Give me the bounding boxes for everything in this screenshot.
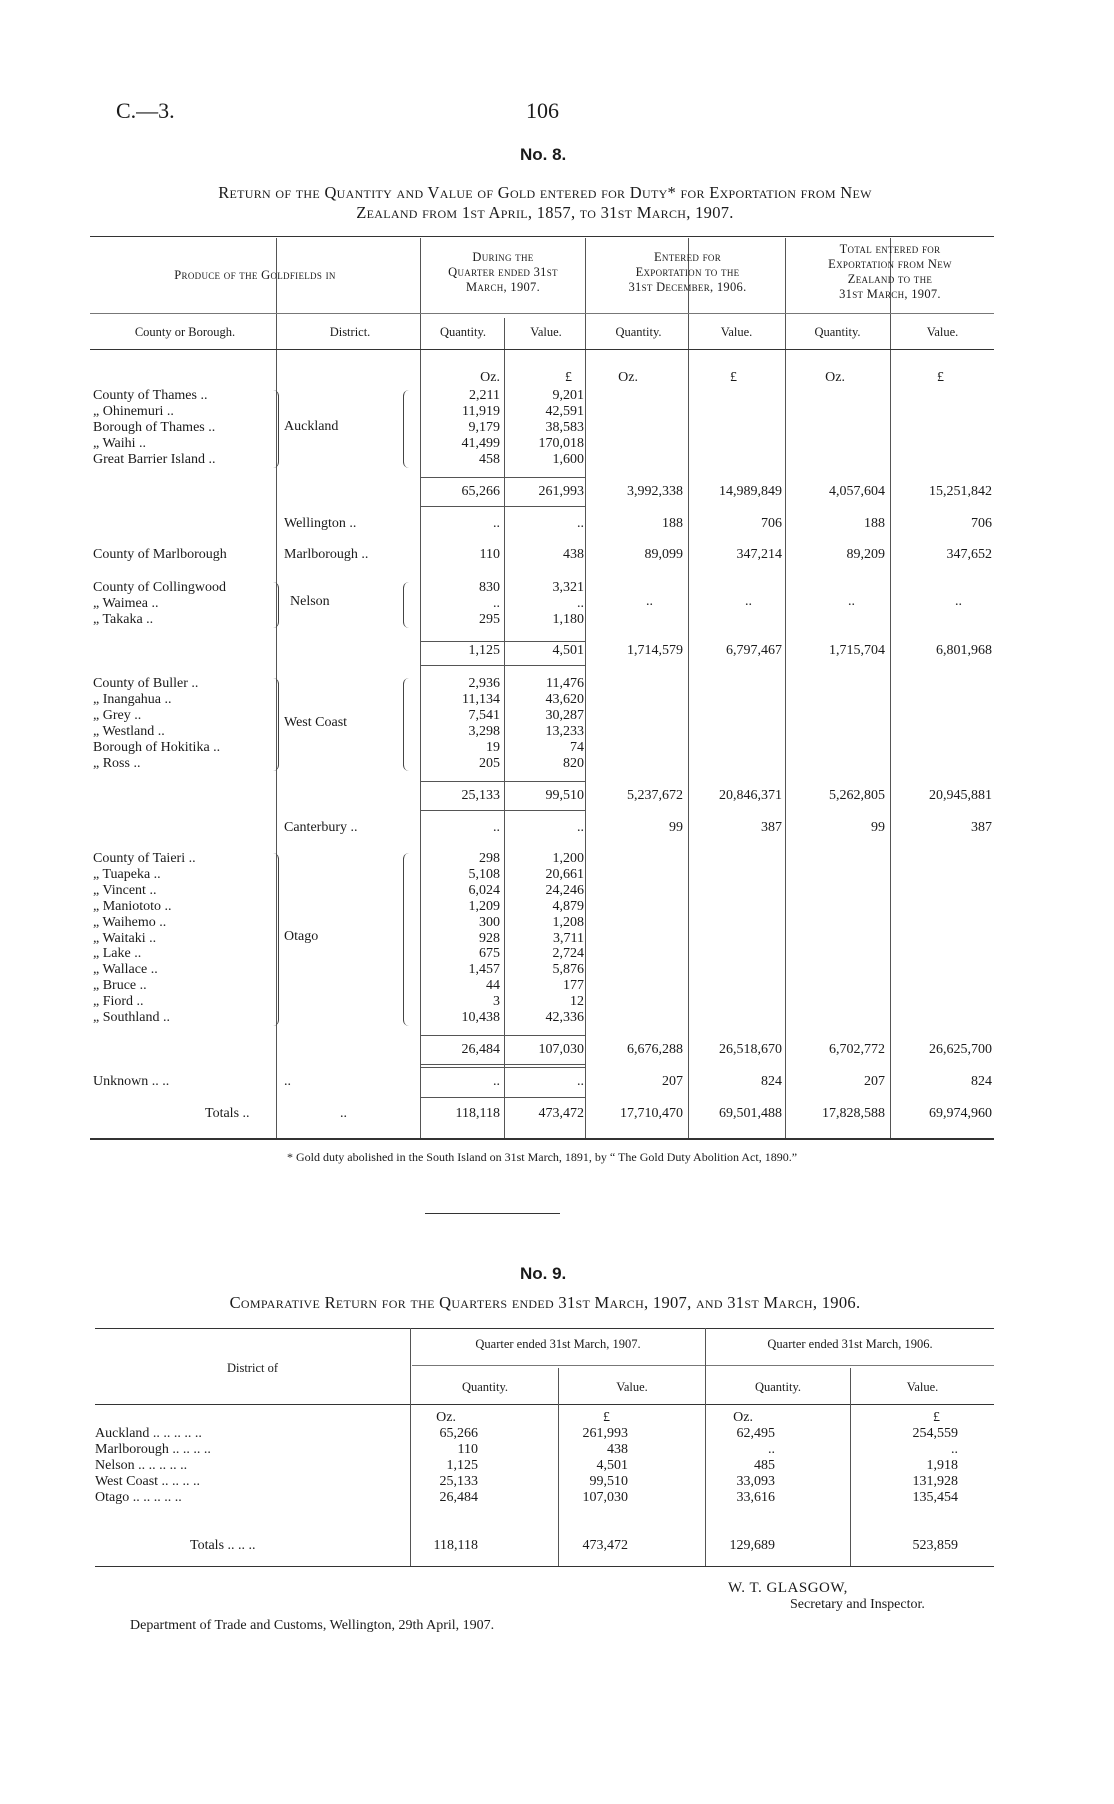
page-number: 106 bbox=[526, 98, 559, 123]
quarter-quantity: .. bbox=[493, 595, 500, 611]
total-value: 118,118 bbox=[433, 1538, 478, 1553]
colhdr-county: County or Borough. bbox=[134, 325, 236, 339]
quarter-quantity: 458 bbox=[479, 451, 500, 467]
quarter-quantity: 830 bbox=[479, 580, 500, 595]
county-brace bbox=[272, 390, 279, 468]
quarter-value: 4,879 bbox=[552, 898, 584, 914]
header-entered-l2: Exportation to the bbox=[635, 265, 740, 279]
signature-name: W. T. GLASGOW, bbox=[728, 1580, 848, 1596]
row-value: .. bbox=[745, 594, 752, 609]
header-total-l3: Zealand to the bbox=[847, 272, 933, 286]
subtotal-rule bbox=[420, 641, 585, 642]
t9-colhdr-q1906: Quarter ended 31st March, 1906. bbox=[767, 1337, 933, 1351]
quarter-quantity: 295 bbox=[479, 611, 500, 627]
county-name: „ Waihi .. bbox=[93, 435, 147, 451]
quarter-value: 1,208 bbox=[552, 914, 584, 930]
subtotal-value: 26,484 bbox=[461, 1042, 500, 1057]
quarter-quantity: 675 bbox=[479, 946, 500, 962]
district-name: Auckland .. .. .. .. .. bbox=[95, 1426, 202, 1441]
quarter-value: .. bbox=[768, 1441, 775, 1457]
quarter-quantity: 10,438 bbox=[461, 1010, 500, 1025]
quarter-quantity: 2,936 bbox=[468, 676, 500, 691]
header-total-l2: Exportation from New bbox=[828, 257, 952, 271]
department-line: Department of Trade and Customs, Wellington, 29th April, 1907. bbox=[130, 1618, 495, 1633]
quarter-value: 107,030 bbox=[582, 1489, 628, 1505]
quarter-value: 30,287 bbox=[545, 707, 584, 723]
colhdr-qty-quarter: Quantity. bbox=[439, 325, 487, 339]
county-name: „ Wallace .. bbox=[93, 962, 158, 978]
quarter-value: 485 bbox=[754, 1457, 775, 1473]
district-name: Otago bbox=[284, 929, 319, 945]
value-brace bbox=[403, 853, 410, 1026]
unknown-rule-below bbox=[420, 1097, 585, 1098]
subtotal-rule-below bbox=[420, 506, 585, 507]
table9-bottom-rule bbox=[95, 1566, 994, 1567]
subtotal-value: 14,989,849 bbox=[719, 484, 782, 499]
quarter-value: 254,559 bbox=[912, 1426, 958, 1441]
row-value: .. bbox=[646, 594, 653, 609]
county-name: County of Taieri .. bbox=[93, 851, 196, 866]
row-value: 99 bbox=[669, 820, 683, 835]
quarter-value: 1,125 bbox=[446, 1457, 478, 1473]
row-value: 438 bbox=[563, 547, 584, 562]
row-value: 387 bbox=[971, 820, 992, 835]
subtotal-value: 6,797,467 bbox=[726, 643, 782, 658]
unit-oz: Oz. bbox=[825, 370, 845, 385]
value-brace bbox=[403, 678, 410, 771]
unit-oz: Oz. bbox=[480, 370, 500, 385]
footnote: * Gold duty abolished in the South Island on 31st March, 1891, by “ The Gold Duty Abolition Act, 1890.” bbox=[286, 1150, 798, 1164]
subtotal-value: 1,125 bbox=[468, 643, 500, 658]
value-brace bbox=[403, 582, 410, 628]
subtotal-value: 20,945,881 bbox=[929, 788, 992, 803]
unit-label: £ bbox=[933, 1410, 940, 1425]
district-name: Marlborough .. .. .. .. bbox=[95, 1441, 211, 1457]
table8-top-rule bbox=[90, 236, 994, 237]
total-value: 118,118 bbox=[455, 1106, 500, 1121]
subtotal-value: 26,518,670 bbox=[719, 1042, 782, 1057]
quarter-value: 26,484 bbox=[439, 1489, 478, 1505]
row-value: .. bbox=[493, 516, 500, 531]
district-name: Auckland bbox=[284, 418, 339, 434]
total-value: 69,501,488 bbox=[719, 1106, 782, 1121]
table8-title-line2 bbox=[95, 203, 995, 223]
county-name: „ Ohinemuri .. bbox=[93, 403, 174, 419]
quarter-value: 20,661 bbox=[545, 866, 584, 882]
row-value: .. bbox=[493, 820, 500, 835]
county-name: „ Southland .. bbox=[93, 1010, 170, 1025]
row-value: 188 bbox=[864, 516, 885, 531]
table9-title bbox=[95, 1293, 995, 1313]
district-name: .. bbox=[340, 1106, 347, 1121]
quarter-quantity: 9,179 bbox=[468, 419, 500, 435]
table8-title-text1: Return of the Quantity and Value of Gold entered for Duty* for Exportation from New bbox=[218, 183, 872, 202]
quarter-value: 438 bbox=[607, 1441, 628, 1457]
table9-title-text: Comparative Return for the Quarters ended 31st March, 1907, and 31st March, 1906. bbox=[229, 1293, 861, 1312]
quarter-quantity: 6,024 bbox=[468, 882, 500, 898]
colhdr-district: District. bbox=[329, 325, 371, 339]
county-name: County of Buller .. bbox=[93, 676, 199, 691]
quarter-quantity: 298 bbox=[479, 851, 500, 866]
subtotal-value: 3,992,338 bbox=[627, 484, 683, 499]
quarter-quantity: 1,209 bbox=[468, 898, 500, 914]
total-value: 17,828,588 bbox=[822, 1106, 885, 1121]
totals-label: Totals .. .. .. bbox=[190, 1538, 256, 1553]
district-name: .. bbox=[284, 1074, 291, 1089]
subtotal-value: 65,266 bbox=[461, 484, 500, 499]
quarter-value: 9,201 bbox=[552, 388, 584, 403]
unit-label: Oz. bbox=[733, 1410, 753, 1425]
t9-colhdr-val1907: Value. bbox=[616, 1380, 648, 1394]
row-value: 110 bbox=[479, 547, 500, 562]
quarter-quantity: 1,457 bbox=[468, 962, 500, 978]
county-name: „ Tuapeka .. bbox=[93, 866, 161, 882]
quarter-value: 261,993 bbox=[582, 1426, 628, 1441]
unit-label: £ bbox=[603, 1410, 610, 1425]
header-total-l4: 31st March, 1907. bbox=[839, 287, 941, 301]
header-quarter bbox=[418, 250, 588, 295]
quarter-value: 135,454 bbox=[912, 1489, 958, 1505]
quarter-quantity: 11,134 bbox=[462, 691, 500, 707]
county-name: Unknown .. .. bbox=[93, 1074, 170, 1089]
header-quarter-l3: March, 1907. bbox=[465, 280, 541, 294]
subtotal-rule-below bbox=[420, 665, 585, 666]
quarter-value: 74 bbox=[570, 739, 584, 755]
row-value: .. bbox=[848, 594, 855, 609]
quarter-value: 3,321 bbox=[552, 580, 584, 595]
unit-oz: Oz. bbox=[618, 370, 638, 385]
table8-header-rule2 bbox=[90, 349, 994, 350]
header-quarter-l2: Quarter ended 31st bbox=[448, 265, 558, 279]
county-brace bbox=[272, 853, 279, 1026]
page-reference: C.—3. bbox=[116, 98, 175, 123]
quarter-quantity: 44 bbox=[486, 978, 500, 994]
county-name: Borough of Hokitika .. bbox=[93, 739, 221, 755]
county-name: „ Inangahua .. bbox=[93, 691, 172, 707]
row-value: 347,214 bbox=[736, 547, 782, 562]
county-name: Borough of Thames .. bbox=[93, 419, 216, 435]
totals-label: Totals .. bbox=[205, 1106, 250, 1121]
quarter-value: 820 bbox=[563, 755, 584, 771]
county-name: County of Collingwood bbox=[93, 580, 227, 595]
unit-label: Oz. bbox=[436, 1410, 456, 1425]
t9-colhdr-district: District of bbox=[226, 1361, 279, 1375]
row-value: 824 bbox=[761, 1074, 782, 1089]
unit-pound: £ bbox=[565, 370, 572, 385]
quarter-value: 1,918 bbox=[926, 1457, 958, 1473]
quarter-value: 1,600 bbox=[552, 451, 584, 467]
district-name: Nelson .. .. .. .. .. bbox=[95, 1457, 188, 1473]
subtotal-value: 5,262,805 bbox=[829, 788, 885, 803]
table8-number: No. 8. bbox=[520, 145, 567, 164]
county-name: County of Thames .. bbox=[93, 388, 208, 403]
quarter-value: 12 bbox=[570, 994, 584, 1010]
district-name: Marlborough .. bbox=[284, 547, 369, 562]
quarter-value: 5,876 bbox=[552, 962, 584, 978]
separator-rule bbox=[425, 1213, 560, 1214]
quarter-quantity: 2,211 bbox=[469, 388, 500, 403]
subtotal-value: 15,251,842 bbox=[929, 484, 992, 499]
county-name: „ Fiord .. bbox=[93, 994, 144, 1010]
county-name: „ Vincent .. bbox=[93, 882, 157, 898]
quarter-value: 4,501 bbox=[596, 1457, 628, 1473]
table8-title-text2: Zealand from 1st April, 1857, to 31st March, 1907. bbox=[356, 203, 734, 222]
quarter-quantity: 7,541 bbox=[468, 707, 500, 723]
county-name: „ Ross .. bbox=[93, 755, 141, 771]
subtotal-value: 6,702,772 bbox=[829, 1042, 885, 1057]
quarter-quantity: 205 bbox=[479, 755, 500, 771]
subtotal-value: 20,846,371 bbox=[719, 788, 782, 803]
row-value: .. bbox=[493, 1074, 500, 1089]
table9-header-rule bbox=[95, 1404, 994, 1405]
row-value: 824 bbox=[971, 1074, 992, 1089]
table8-bottom-rule bbox=[90, 1138, 994, 1140]
header-entered-l1: Entered for bbox=[653, 250, 722, 264]
quarter-value: 38,583 bbox=[545, 419, 584, 435]
colhdr-val-quarter: Value. bbox=[530, 325, 562, 339]
total-value: 129,689 bbox=[729, 1538, 775, 1553]
total-value: 17,710,470 bbox=[620, 1106, 683, 1121]
quarter-value: 3,711 bbox=[553, 930, 584, 946]
unknown-rule-above bbox=[420, 1067, 585, 1068]
subtotal-value: 26,625,700 bbox=[929, 1042, 992, 1057]
signature-title: Secretary and Inspector. bbox=[790, 1597, 925, 1612]
county-name: „ Waimea .. bbox=[93, 595, 159, 611]
row-value: 706 bbox=[761, 516, 782, 531]
quarter-value: 24,246 bbox=[545, 882, 584, 898]
total-value: 473,472 bbox=[582, 1538, 628, 1553]
subtotal-value: 107,030 bbox=[538, 1042, 584, 1057]
row-value: 387 bbox=[761, 820, 782, 835]
row-value: .. bbox=[577, 516, 584, 531]
row-value: 207 bbox=[662, 1074, 683, 1089]
value-brace bbox=[403, 390, 410, 468]
colhdr-qty-entered: Quantity. bbox=[615, 325, 662, 339]
subtotal-rule bbox=[420, 1035, 585, 1036]
quarter-quantity: 3,298 bbox=[468, 723, 500, 739]
colhdr-val-entered: Value. bbox=[720, 325, 753, 339]
t9-colhdr-q1907: Quarter ended 31st March, 1907. bbox=[475, 1337, 641, 1351]
quarter-value: 177 bbox=[563, 978, 584, 994]
subtotal-value: 6,676,288 bbox=[627, 1042, 683, 1057]
quarter-value: 170,018 bbox=[538, 435, 584, 451]
quarter-quantity: 41,499 bbox=[461, 435, 500, 451]
quarter-value: 62,495 bbox=[736, 1426, 775, 1441]
row-value: 207 bbox=[864, 1074, 885, 1089]
header-produce: Produce of the Goldfields in bbox=[174, 268, 336, 282]
row-value: 188 bbox=[662, 516, 683, 531]
subtotal-rule bbox=[420, 477, 585, 478]
quarter-value: 2,724 bbox=[552, 946, 584, 962]
subtotal-rule bbox=[420, 781, 585, 782]
quarter-value: 99,510 bbox=[589, 1473, 628, 1489]
header-total-l1: Total entered for bbox=[839, 242, 941, 256]
unit-pound: £ bbox=[730, 370, 737, 385]
table9-mid-rule bbox=[412, 1365, 994, 1366]
county-brace bbox=[272, 678, 279, 771]
county-name: „ Waihemo .. bbox=[93, 914, 167, 930]
table8-header-rule1 bbox=[90, 313, 994, 314]
quarter-value: 110 bbox=[457, 1441, 478, 1457]
county-brace bbox=[272, 582, 279, 628]
quarter-value: 42,336 bbox=[545, 1010, 584, 1025]
row-value: .. bbox=[955, 594, 962, 609]
county-name: County of Marlborough bbox=[93, 547, 227, 562]
quarter-value: 33,093 bbox=[736, 1473, 775, 1489]
subtotal-value: 4,501 bbox=[552, 643, 584, 658]
county-name: „ Bruce .. bbox=[93, 978, 147, 994]
county-name: „ Westland .. bbox=[93, 723, 165, 739]
subtotal-rule-below bbox=[420, 1064, 585, 1065]
subtotal-value: 1,714,579 bbox=[627, 643, 683, 658]
county-name: „ Waitaki .. bbox=[93, 930, 157, 946]
subtotal-value: 5,237,672 bbox=[627, 788, 683, 803]
quarter-value: .. bbox=[577, 595, 584, 611]
quarter-value: 1,200 bbox=[552, 851, 584, 866]
quarter-value: 65,266 bbox=[439, 1426, 478, 1441]
county-name: „ Grey .. bbox=[93, 707, 142, 723]
quarter-value: 1,180 bbox=[552, 611, 584, 627]
quarter-value: 25,133 bbox=[439, 1473, 478, 1489]
district-name: Canterbury .. bbox=[284, 820, 358, 835]
district-name: Otago .. .. .. .. .. bbox=[95, 1489, 182, 1505]
quarter-value: 43,620 bbox=[545, 691, 584, 707]
subtotal-value: 25,133 bbox=[461, 788, 500, 803]
row-value: 706 bbox=[971, 516, 992, 531]
quarter-quantity: 19 bbox=[486, 739, 500, 755]
row-value: 89,209 bbox=[846, 547, 885, 562]
row-value: 347,652 bbox=[946, 547, 992, 562]
header-entered bbox=[590, 250, 785, 295]
county-name: „ Maniototo .. bbox=[93, 898, 172, 914]
quarter-quantity: 3 bbox=[493, 994, 500, 1010]
t9-colhdr-val1906: Value. bbox=[906, 1380, 939, 1394]
table8-title-line1 bbox=[95, 183, 995, 203]
subtotal-rule-below bbox=[420, 810, 585, 811]
colhdr-val-total: Value. bbox=[926, 325, 959, 339]
quarter-quantity: 300 bbox=[479, 914, 500, 930]
quarter-quantity: 11,919 bbox=[462, 403, 500, 419]
quarter-value: 13,233 bbox=[545, 723, 584, 739]
header-total bbox=[785, 242, 995, 302]
table9-number: No. 9. bbox=[520, 1264, 567, 1283]
quarter-value: .. bbox=[951, 1441, 958, 1457]
t9-colhdr-qty1907: Quantity. bbox=[461, 1380, 509, 1394]
district-name: West Coast bbox=[284, 714, 348, 730]
total-value: 473,472 bbox=[538, 1106, 584, 1121]
subtotal-value: 261,993 bbox=[538, 484, 584, 499]
total-value: 523,859 bbox=[912, 1538, 958, 1553]
district-name: Wellington .. bbox=[284, 516, 357, 531]
district-name: West Coast .. .. .. .. bbox=[95, 1473, 201, 1489]
subtotal-value: 6,801,968 bbox=[936, 643, 992, 658]
subtotal-value: 99,510 bbox=[545, 788, 584, 803]
row-value: .. bbox=[577, 1074, 584, 1089]
quarter-quantity: 5,108 bbox=[468, 866, 500, 882]
county-name: „ Takaka .. bbox=[93, 611, 154, 627]
quarter-value: 11,476 bbox=[546, 676, 584, 691]
row-value: 89,099 bbox=[644, 547, 683, 562]
quarter-value: 131,928 bbox=[912, 1473, 958, 1489]
colhdr-qty-total: Quantity. bbox=[814, 325, 861, 339]
subtotal-value: 4,057,604 bbox=[829, 484, 885, 499]
quarter-value: 33,616 bbox=[736, 1489, 775, 1505]
county-name: „ Lake .. bbox=[93, 946, 142, 962]
row-value: .. bbox=[577, 820, 584, 835]
table9-top-rule bbox=[95, 1328, 994, 1329]
quarter-value: 42,591 bbox=[545, 403, 584, 419]
unit-pound: £ bbox=[937, 370, 944, 385]
header-entered-l3: 31st December, 1906. bbox=[628, 280, 747, 294]
t9-colhdr-qty1906: Quantity. bbox=[754, 1380, 802, 1394]
header-quarter-l1: During the bbox=[472, 250, 534, 264]
quarter-quantity: 928 bbox=[479, 930, 500, 946]
total-value: 69,974,960 bbox=[929, 1106, 992, 1121]
county-name: Great Barrier Island .. bbox=[93, 451, 216, 467]
subtotal-value: 1,715,704 bbox=[829, 643, 885, 658]
row-value: 99 bbox=[871, 820, 885, 835]
district-name: Nelson bbox=[290, 594, 330, 609]
